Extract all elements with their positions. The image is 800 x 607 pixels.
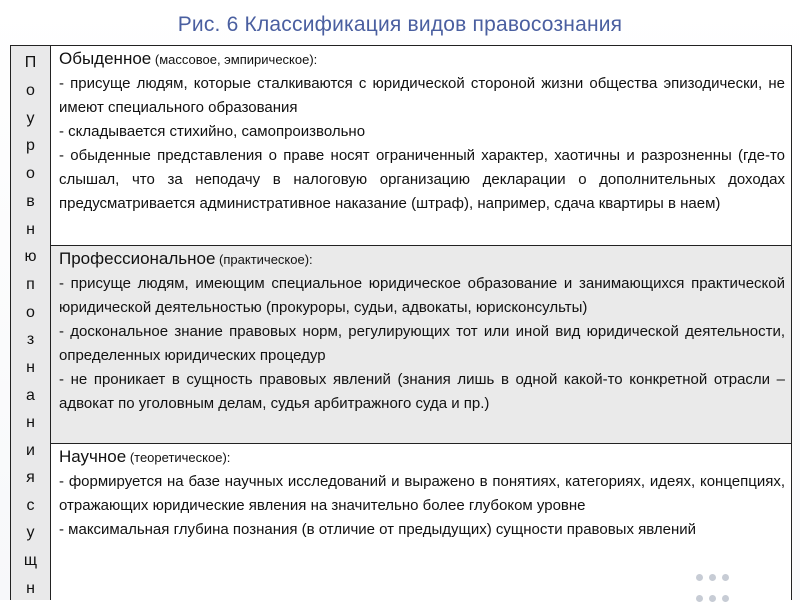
section-heading [59,445,785,470]
section-heading [59,47,785,72]
side-letter: щ [23,552,38,569]
section-professional [51,246,791,444]
dot-icon [709,595,716,602]
section-title: Профессиональное [59,249,216,268]
side-letter: я [26,469,35,486]
side-letter: р [26,137,35,154]
slide-title: Рис. 6 Классификация видов правосознания [177,13,623,36]
side-letter: ю [24,248,37,265]
side-letter: у [26,110,35,127]
decorative-dots [696,568,752,576]
section-item: - присуще людям, которые сталкиваются с юридической стороной жизни общества эпизодически, не имеют специального образования [59,75,785,116]
section-item: - присуще людям, имеющим специальное юридическое образование и занимающихся практической юридической деятельностью (прокуроры, судьи, адвокаты, юрисконсульты) [59,275,785,316]
section-item: - формируется на базе научных исследований и выражено в понятиях, категориях, идеях, концепциях, отражающих юридические явления на значительно более глубоком уровне [59,473,785,514]
section-item: - максимальная глубина познания (в отличие от предыдущих) сущности правовых явлений [59,521,696,538]
side-letter: о [26,82,35,99]
side-letter: п [26,276,35,293]
section-everyday [51,46,791,246]
side-letter: в [26,193,35,210]
side-letter: с [26,497,35,514]
section-subtitle: (массовое, эмпирическое): [151,52,318,67]
classification-table [10,45,792,600]
side-letter: о [26,165,35,182]
section-heading [59,247,785,272]
side-letter: а [26,387,35,404]
decorative-dots [696,589,752,597]
side-letter: н [26,414,35,431]
section-item: - не проникает в сущность правовых явлений (знания лишь в одной какой-то конкретной отрасли – адвокат по уголовным делам, судья арбитражного суда и пр.) [59,371,785,412]
section-item: - обыденные представления о праве носят ограниченный характер, хаотичны и разрозненны (где-то слышал, что за неподачу в налоговую организацию декларации о дополнительных доходах предусматривается административное наказание (штраф), например, сдача квартиры в наем) [59,147,785,212]
side-letter: н [26,359,35,376]
dot-icon [696,595,703,602]
section-subtitle: (практическое): [215,252,313,267]
section-scientific [51,444,791,604]
section-item: - доскональное знание правовых норм, регулирующих тот или иной вид юридической деятельности, определенных юридических процедур [59,323,785,364]
dot-icon [696,574,703,581]
side-letter: з [26,331,35,348]
section-item: - складывается стихийно, самопроизвольно [59,123,366,140]
section-title: Обыденное [59,49,152,68]
side-letter: н [26,221,35,238]
side-letter: о [26,304,35,321]
section-subtitle: (теоретическое): [126,450,231,465]
section-title: Научное [59,447,127,466]
side-letter: и [26,442,35,459]
dot-icon [722,595,729,602]
side-letter: П [24,54,37,71]
dot-icon [722,574,729,581]
vertical-side-label [11,46,51,600]
side-letter: н [26,580,35,597]
side-letter: у [26,524,35,541]
dot-icon [709,574,716,581]
